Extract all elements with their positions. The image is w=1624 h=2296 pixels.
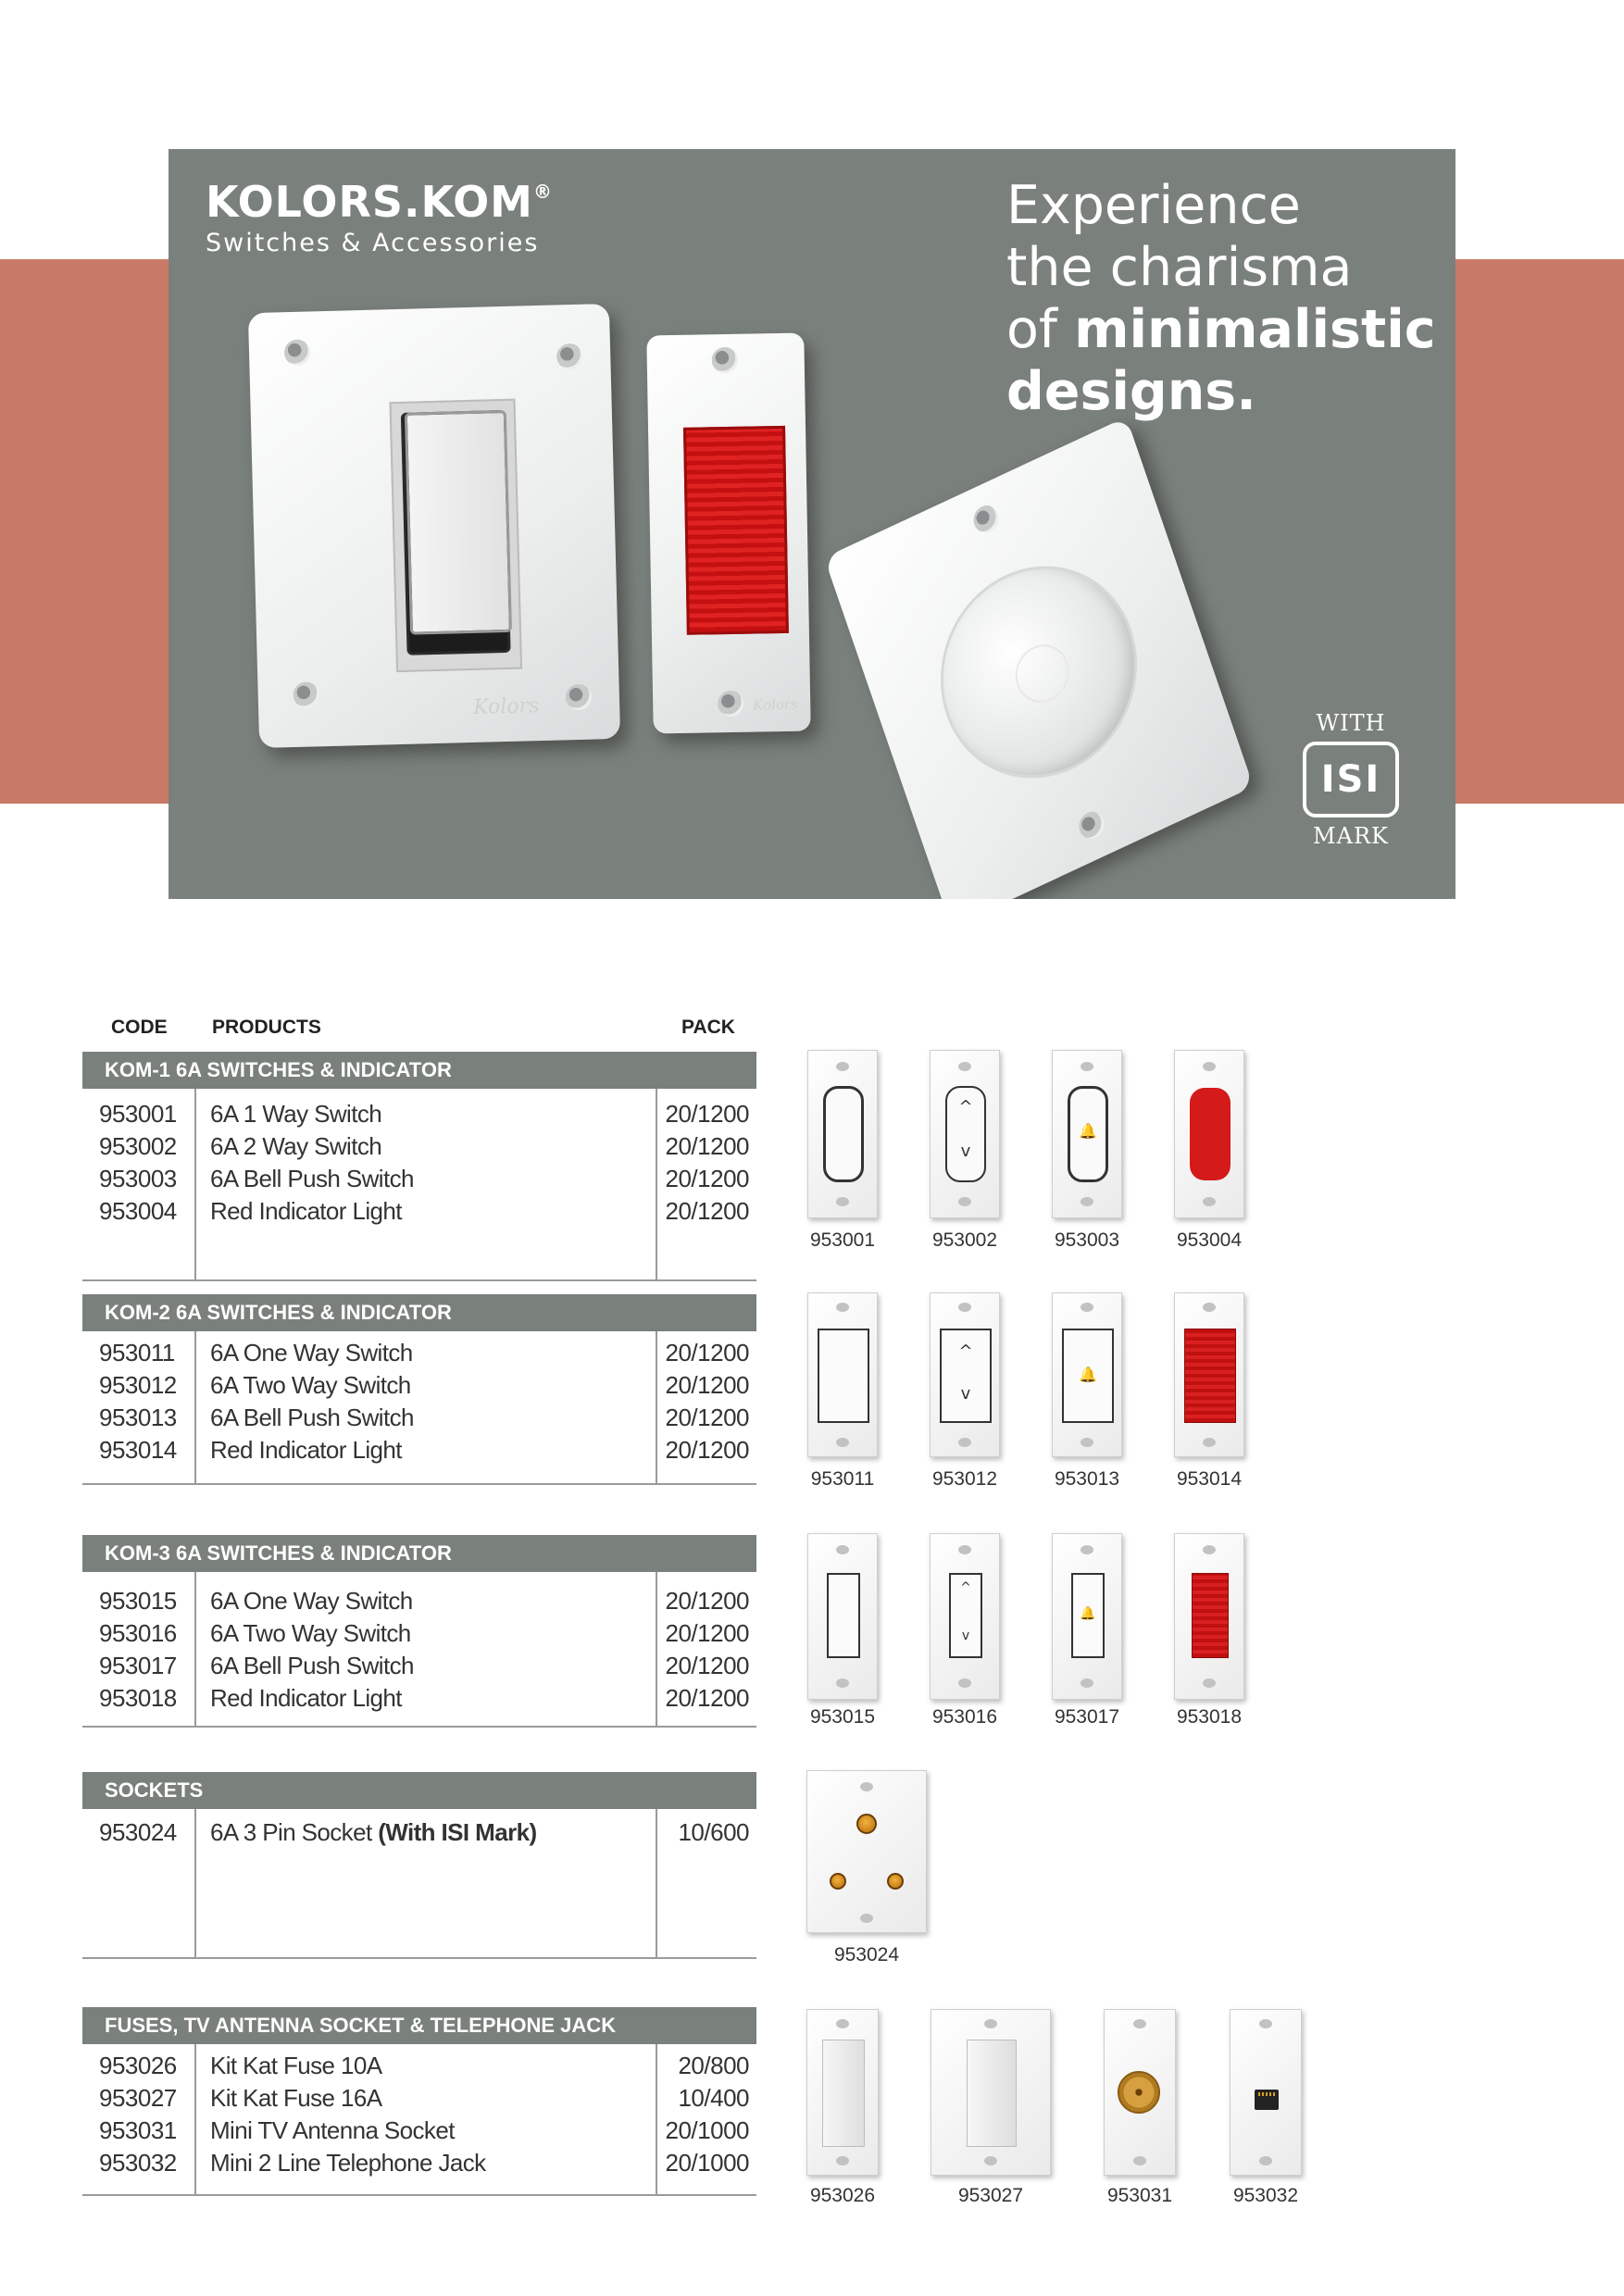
section-title: FUSES, TV ANTENNA SOCKET & TELEPHONE JACK	[82, 2007, 756, 2044]
row-code: 953013	[99, 1404, 177, 1431]
row-pack: 20/1200	[665, 1339, 749, 1366]
product-thumb-953002	[930, 1050, 1000, 1218]
bell-icon: 🔔	[1080, 1606, 1096, 1621]
screw-icon	[284, 339, 311, 366]
row-product: Red Indicator Light	[210, 1684, 402, 1712]
section-kom2	[82, 1294, 756, 1485]
thumb-label: 953002	[931, 1229, 998, 1251]
thumb-label: 953016	[931, 1706, 998, 1728]
bell-icon: 🔔	[1079, 1122, 1097, 1140]
product-thumb-953004	[1174, 1050, 1244, 1218]
thumb-label: 953018	[1176, 1706, 1243, 1728]
row-product: 6A 1 Way Switch	[210, 1100, 382, 1128]
row-pack: 20/1200	[665, 1587, 749, 1615]
brand-logo	[206, 177, 553, 257]
row-pack: 20/1200	[665, 1436, 749, 1464]
tagline-line4-bold: designs.	[1006, 361, 1256, 422]
thumb-label: 953012	[931, 1468, 998, 1490]
down-arrow-icon: v	[960, 1384, 971, 1404]
tagline	[1006, 175, 1436, 423]
row-code: 953002	[99, 1132, 177, 1160]
regulator-knob	[913, 532, 1164, 812]
hero-rocker-switch	[405, 410, 512, 635]
thumb-label: 953026	[809, 2185, 876, 2206]
tv-antenna-socket-icon	[1118, 2071, 1160, 2114]
row-pack: 20/1200	[665, 1404, 749, 1431]
row-code: 953024	[99, 1818, 177, 1846]
row-product: 6A 2 Way Switch	[210, 1132, 382, 1160]
row-pack: 20/1200	[665, 1100, 749, 1128]
row-product: Kit Kat Fuse 10A	[210, 2052, 382, 2079]
two-way-switch-icon	[940, 1329, 992, 1423]
row-product: 6A One Way Switch	[210, 1587, 413, 1615]
row-pack: 20/1000	[665, 2116, 749, 2144]
section-title: SOCKETS	[82, 1772, 756, 1809]
product-thumb-953001	[807, 1050, 878, 1218]
thumb-label: 953014	[1176, 1468, 1243, 1490]
red-indicator-icon	[1184, 1329, 1236, 1423]
isi-mark: MARK	[1313, 823, 1389, 849]
product-thumb-953016	[930, 1533, 1000, 1700]
row-product-note: (With ISI Mark)	[378, 1818, 537, 1846]
tagline-line3: of	[1006, 299, 1075, 360]
tagline-line1: Experience	[1006, 175, 1301, 236]
bell-icon: 🔔	[1079, 1366, 1097, 1383]
row-code: 953031	[99, 2116, 177, 2144]
two-way-switch-icon	[949, 1573, 982, 1658]
product-thumb-953017	[1052, 1533, 1122, 1700]
screw-icon	[566, 684, 593, 711]
row-code: 953012	[99, 1371, 177, 1399]
hero-plate-mark: Kolors	[472, 694, 540, 719]
thumb-label: 953017	[1054, 1706, 1120, 1728]
red-indicator-icon	[1192, 1573, 1229, 1658]
section-sockets	[82, 1772, 756, 1959]
row-product: 6A Bell Push Switch	[210, 1404, 414, 1431]
product-thumb-953026	[806, 2009, 879, 2176]
row-code: 953015	[99, 1587, 177, 1615]
fuse-icon	[822, 2040, 865, 2147]
row-product: Mini 2 Line Telephone Jack	[210, 2149, 486, 2177]
two-way-switch-icon	[945, 1086, 986, 1182]
product-thumb-953031	[1104, 2009, 1176, 2176]
row-product: Red Indicator Light	[210, 1436, 402, 1464]
section-title: KOM-2 6A SWITCHES & INDICATOR	[82, 1294, 756, 1331]
rocker-switch-icon	[823, 1086, 864, 1182]
row-product: 6A Two Way Switch	[210, 1371, 411, 1399]
down-arrow-icon: v	[960, 1142, 971, 1161]
up-arrow-icon: ^	[958, 1097, 973, 1117]
row-pack: 20/800	[678, 2052, 749, 2079]
screw-icon	[718, 691, 743, 717]
tagline-line2: the charisma	[1006, 237, 1353, 298]
thumb-label: 953004	[1176, 1229, 1243, 1251]
screw-icon	[970, 501, 1003, 536]
row-product: Kit Kat Fuse 16A	[210, 2084, 382, 2112]
isi-mark-badge	[1295, 710, 1406, 849]
row-product: 6A One Way Switch	[210, 1339, 413, 1366]
up-arrow-icon: ^	[958, 1341, 973, 1361]
thumb-label: 953001	[809, 1229, 876, 1251]
hero-switch-plate	[248, 304, 620, 748]
screw-icon	[556, 343, 583, 370]
socket-pin-icon	[887, 1873, 904, 1890]
row-code: 953017	[99, 1652, 177, 1679]
hero-red-indicator	[683, 426, 789, 635]
product-thumb-953015	[807, 1533, 878, 1700]
section-kom1	[82, 1052, 756, 1281]
socket-earth-pin-icon	[856, 1814, 877, 1834]
product-thumb-953024	[806, 1770, 927, 1933]
thumb-label: 953003	[1054, 1229, 1120, 1251]
thumb-label: 953031	[1106, 2185, 1173, 2206]
row-pack: 20/1200	[665, 1684, 749, 1712]
row-product: Mini TV Antenna Socket	[210, 2116, 455, 2144]
row-code: 953001	[99, 1100, 177, 1128]
column-header-pack: PACK	[681, 1017, 735, 1038]
row-product: 6A 3 Pin Socket	[210, 1818, 379, 1846]
thumb-label: 953015	[809, 1706, 876, 1728]
row-product: 6A Bell Push Switch	[210, 1165, 414, 1192]
row-pack: 20/1200	[665, 1652, 749, 1679]
bell-switch-icon	[1068, 1086, 1108, 1182]
bell-switch-icon	[1071, 1573, 1105, 1658]
rocker-switch-icon	[827, 1573, 860, 1658]
isi-logo-icon: ISI	[1303, 742, 1399, 817]
row-pack: 10/400	[678, 2084, 749, 2112]
thumb-label: 953011	[810, 1468, 875, 1490]
registered-mark: ®	[532, 181, 553, 203]
rocker-switch-icon	[818, 1329, 869, 1423]
product-thumb-953011	[807, 1292, 878, 1457]
telephone-jack-icon	[1255, 2090, 1279, 2110]
thumb-label: 953013	[1054, 1468, 1120, 1490]
up-arrow-icon: ^	[960, 1580, 971, 1595]
section-title: KOM-3 6A SWITCHES & INDICATOR	[82, 1535, 756, 1572]
row-code: 953003	[99, 1165, 177, 1192]
screw-icon	[711, 347, 737, 373]
column-header-code: CODE	[111, 1017, 168, 1038]
brand-subtitle: Switches & Accessories	[206, 229, 540, 257]
row-code: 953018	[99, 1684, 177, 1712]
row-code: 953014	[99, 1436, 177, 1464]
section-fuses	[82, 2007, 756, 2196]
product-thumb-953014	[1174, 1292, 1244, 1457]
row-pack: 20/1200	[665, 1165, 749, 1192]
product-thumb-953032	[1230, 2009, 1302, 2176]
hero-plate-mark: Kolors	[753, 695, 798, 714]
product-thumb-953012	[930, 1292, 1000, 1457]
product-thumb-953013	[1052, 1292, 1122, 1457]
fuse-icon	[967, 2040, 1017, 2147]
isi-with: WITH	[1316, 710, 1386, 736]
bell-switch-icon	[1062, 1329, 1114, 1423]
row-code: 953027	[99, 2084, 177, 2112]
row-pack: 20/1200	[665, 1619, 749, 1647]
row-code: 953004	[99, 1197, 177, 1225]
row-pack: 10/600	[678, 1818, 749, 1846]
hero-banner	[169, 149, 1455, 899]
row-code: 953026	[99, 2052, 177, 2079]
column-header-products: PRODUCTS	[212, 1017, 321, 1038]
row-code: 953032	[99, 2149, 177, 2177]
row-pack: 20/1200	[665, 1197, 749, 1225]
row-code: 953011	[99, 1339, 175, 1366]
section-title: KOM-1 6A SWITCHES & INDICATOR	[82, 1052, 756, 1089]
brand-name: KOLORS.KOM	[206, 177, 533, 227]
fan-icon	[1008, 635, 1077, 711]
hero-indicator-plate	[646, 333, 810, 734]
thumb-label: 953027	[957, 2185, 1024, 2206]
row-pack: 20/1200	[665, 1371, 749, 1399]
product-thumb-953018	[1174, 1533, 1244, 1700]
screw-icon	[293, 681, 319, 708]
tagline-line3-bold: minimalistic	[1074, 299, 1436, 360]
row-product: 6A Two Way Switch	[210, 1619, 411, 1647]
row-pack: 20/1200	[665, 1132, 749, 1160]
down-arrow-icon: v	[961, 1628, 970, 1643]
hero-regulator-plate	[824, 417, 1254, 899]
thumb-label: 953024	[833, 1944, 900, 1965]
socket-pin-icon	[830, 1873, 846, 1890]
row-product: 6A Bell Push Switch	[210, 1652, 414, 1679]
section-kom3	[82, 1535, 756, 1728]
screw-icon	[1076, 807, 1108, 842]
row-code: 953016	[99, 1619, 177, 1647]
product-thumb-953003	[1052, 1050, 1122, 1218]
row-pack: 20/1000	[665, 2149, 749, 2177]
row-product: Red Indicator Light	[210, 1197, 402, 1225]
red-indicator-icon	[1190, 1088, 1230, 1180]
thumb-label: 953032	[1232, 2185, 1299, 2206]
product-thumb-953027	[931, 2009, 1051, 2176]
